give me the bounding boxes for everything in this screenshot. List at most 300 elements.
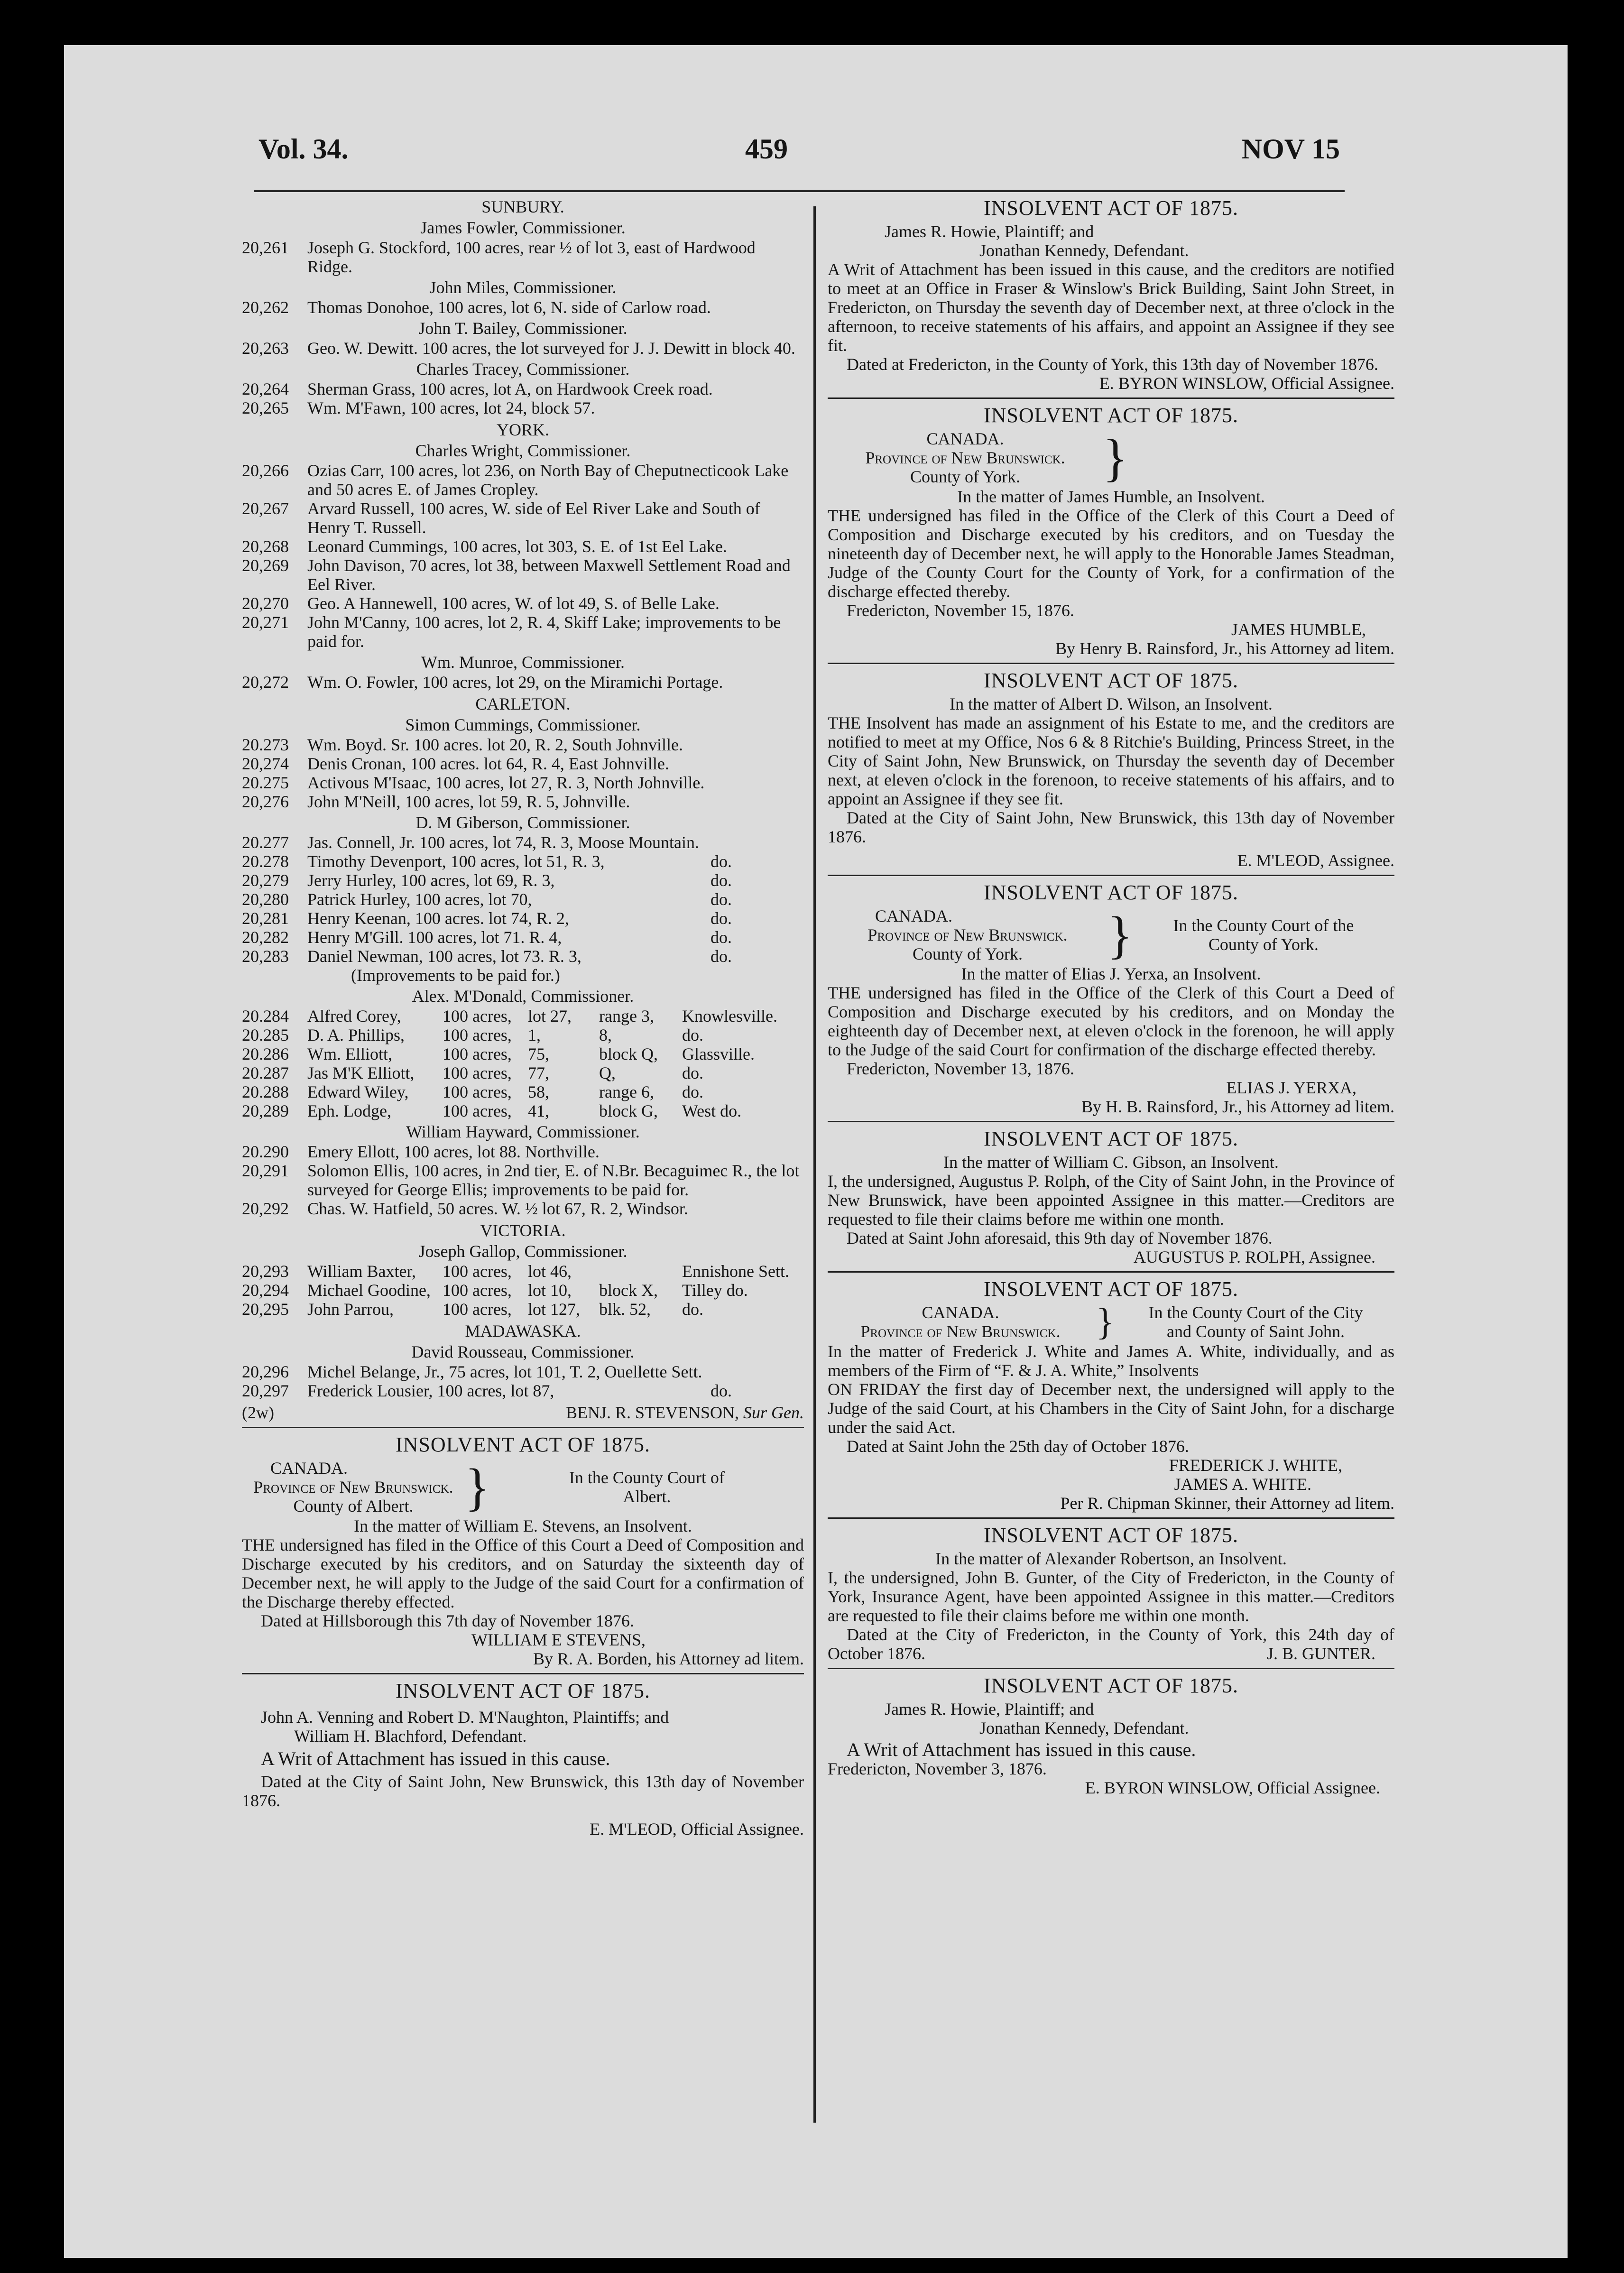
notice-stevens bbox=[242, 1433, 804, 1668]
entry-number: 20,265 bbox=[242, 398, 289, 417]
entry-range bbox=[599, 1262, 682, 1281]
entry-name: Edward Wiley, bbox=[307, 1082, 409, 1101]
left-column bbox=[242, 194, 804, 1839]
notice-signature: AUGUSTUS P. ROLPH, Assignee. bbox=[1133, 1247, 1375, 1266]
divider bbox=[828, 397, 1394, 399]
entry-place: Glassville. bbox=[682, 1044, 755, 1063]
volume-label: Vol. 34. bbox=[258, 133, 349, 165]
page-number: 459 bbox=[745, 133, 788, 165]
entry-acres: 100 acres, bbox=[443, 1300, 512, 1319]
divider bbox=[828, 1121, 1394, 1122]
land-entry bbox=[242, 792, 804, 811]
entry-text: Wm. M'Fawn, 100 acres, lot 24, block 57. bbox=[307, 398, 595, 417]
notice-venning bbox=[242, 1679, 804, 1839]
entry-number: 20,293 bbox=[242, 1262, 289, 1281]
entry-text bbox=[304, 1381, 804, 1400]
entry-text bbox=[304, 1281, 804, 1300]
notice-dated: Fredericton, November 13, 1876. bbox=[847, 1059, 1074, 1078]
land-entry bbox=[242, 1026, 804, 1044]
notice-robertson bbox=[828, 1524, 1394, 1663]
entry-text: Wm. Boyd. Sr. 100 acres. lot 20, R. 2, South Johnville. bbox=[307, 735, 683, 754]
right-column bbox=[828, 194, 1394, 1797]
entry-text bbox=[304, 1063, 804, 1082]
land-entry bbox=[242, 1101, 804, 1120]
entry-place: Ennishone Sett. bbox=[682, 1262, 789, 1281]
entry-number: 20,294 bbox=[242, 1281, 289, 1300]
newspaper-page bbox=[64, 45, 1568, 2258]
entry-acres: 100 acres, bbox=[443, 1007, 512, 1026]
signoff bbox=[242, 1403, 804, 1422]
land-entry bbox=[242, 890, 804, 909]
notice-dated: Dated at the City of Fredericton, in the County of York, this 24th day of October 1876. bbox=[828, 1625, 1394, 1663]
entry-place: do. bbox=[682, 1082, 703, 1101]
entry-number: 20,276 bbox=[242, 792, 289, 811]
entry-text: Ozias Carr, 100 acres, lot 236, on North Bay of Cheputnecticook Lake and 50 acres E. of James Cropley. bbox=[307, 461, 789, 499]
entry-text: Joseph G. Stockford, 100 acres, rear ½ of lot 3, east of Hardwood Ridge. bbox=[307, 238, 756, 276]
entry-acres: 100 acres, bbox=[443, 1262, 512, 1281]
land-entry bbox=[242, 461, 804, 499]
entry-text: Geo. W. Dewitt. 100 acres, the lot surveyed for J. J. Dewitt in block 40. bbox=[307, 339, 795, 358]
notice-body: THE undersigned has filed in the Office of the Clerk of this Court a Deed of Composition and Discharge executed by his creditors, and on Monday the eighteenth day of December next, at eleven o'clock in the forenoon, he will apply to the Judge of the said Court for confirmation of the discharge effected thereby. bbox=[828, 983, 1394, 1059]
commissioner-line: Charles Wright, Commissioner. bbox=[415, 441, 631, 460]
notice-plaintiff: James R. Howie, Plaintiff; and bbox=[885, 222, 1094, 241]
land-entry bbox=[242, 928, 804, 947]
commissioner-line: John T. Bailey, Commissioner. bbox=[418, 319, 627, 338]
land-entry bbox=[242, 298, 804, 317]
notice-yerxa bbox=[828, 881, 1394, 1116]
entry-desc: Henry M'Gill. 100 acres, lot 71. R. 4, bbox=[307, 928, 562, 947]
land-entry bbox=[242, 833, 804, 852]
entry-desc: Timothy Devenport, 100 acres, lot 51, R. 3, bbox=[307, 852, 605, 871]
entry-lot: lot 127, bbox=[528, 1300, 581, 1319]
entry-name: John Parrou, bbox=[307, 1300, 394, 1319]
notice-dated: Dated at the City of Saint John, New Brunswick, this 13th day of November 1876. bbox=[242, 1772, 804, 1810]
entry-number: 20,270 bbox=[242, 594, 289, 613]
brace: } bbox=[1103, 429, 1128, 487]
court-line-1: In the County Court of bbox=[569, 1468, 725, 1487]
entry-desc: Henry Keenan, 100 acres. lot 74, R. 2, bbox=[307, 909, 569, 928]
entry-number: 20.278 bbox=[242, 852, 289, 871]
notice-defendant: Jonathan Kennedy, Defendant. bbox=[979, 241, 1189, 260]
notice-name-2: JAMES A. WHITE. bbox=[1174, 1475, 1311, 1494]
notice-dated: Dated at Saint John the 25th day of October 1876. bbox=[847, 1437, 1189, 1456]
entry-text: John Davison, 70 acres, lot 38, between Maxwell Settlement Road and Eel River. bbox=[307, 556, 791, 594]
entry-name: Eph. Lodge, bbox=[307, 1101, 391, 1120]
land-entry bbox=[242, 339, 804, 358]
entry-number: 20,291 bbox=[242, 1161, 289, 1180]
notice-body: THE undersigned has filed in the Office of the Clerk of this Court a Deed of Composition and Discharge executed by his creditors, and on Tuesday the nineteenth day of December next, he will apply to the Honorable James Steadman, Judge of the County Court for the County of York, for a confirmation of the discharge effected thereby. bbox=[828, 506, 1394, 601]
entry-text bbox=[304, 1007, 804, 1026]
land-entry bbox=[242, 773, 804, 792]
land-entry bbox=[242, 398, 804, 417]
notice-matter: In the matter of Alexander Robertson, an Insolvent. bbox=[935, 1549, 1287, 1568]
land-entry bbox=[242, 379, 804, 398]
land-entry bbox=[242, 852, 804, 871]
entry-text bbox=[304, 890, 804, 909]
entry-place: do. bbox=[682, 1300, 703, 1319]
court-line-2: County of York. bbox=[1208, 935, 1319, 954]
land-entry bbox=[242, 1161, 804, 1199]
entry-number: 20,274 bbox=[242, 754, 289, 773]
notice-dated: Dated at Saint John aforesaid, this 9th day of November 1876. bbox=[847, 1229, 1273, 1247]
entry-ditto: do. bbox=[710, 947, 732, 966]
notice-howie-1 bbox=[828, 196, 1394, 393]
entry-name: Alfred Corey, bbox=[307, 1007, 401, 1026]
notice-name-1: FREDERICK J. WHITE, bbox=[1169, 1456, 1342, 1475]
notice-signature: J. B. GUNTER. bbox=[1266, 1644, 1375, 1663]
signoff-title: Sur Gen. bbox=[743, 1403, 804, 1422]
commissioner-line: Charles Tracey, Commissioner. bbox=[416, 360, 630, 379]
land-entry bbox=[242, 1142, 804, 1161]
entry-ditto: do. bbox=[710, 909, 732, 928]
land-entry bbox=[242, 238, 804, 276]
entry-text bbox=[304, 1300, 804, 1319]
canada-label: CANADA. bbox=[270, 1459, 348, 1478]
land-entry bbox=[242, 673, 804, 692]
notice-wilson bbox=[828, 669, 1394, 870]
land-entry bbox=[242, 1044, 804, 1063]
county-heading: SUNBURY. bbox=[481, 197, 564, 216]
commissioner-line: Alex. M'Donald, Commissioner. bbox=[412, 987, 634, 1006]
entry-desc: Frederick Lousier, 100 acres, lot 87, bbox=[307, 1381, 554, 1400]
entry-range: block Q, bbox=[599, 1044, 658, 1063]
entry-acres: 100 acres, bbox=[443, 1281, 512, 1300]
entry-text: Emery Ellott, 100 acres, lot 88. Northville. bbox=[307, 1142, 600, 1161]
entry-text: Solomon Ellis, 100 acres, in 2nd tier, E. of N.Br. Becaguimec R., the lot surveyed for George Ellis; improvements to be paid for. bbox=[307, 1161, 800, 1199]
entry-place: do. bbox=[682, 1026, 703, 1044]
entry-number: 20,296 bbox=[242, 1362, 289, 1381]
entry-name: Jas M'K Elliott, bbox=[307, 1063, 415, 1082]
notice-title: INSOLVENT ACT OF 1875. bbox=[983, 669, 1239, 692]
land-entry bbox=[242, 909, 804, 928]
commissioner-line: David Rousseau, Commissioner. bbox=[411, 1342, 635, 1361]
brace: } bbox=[465, 1458, 490, 1516]
entry-acres: 100 acres, bbox=[443, 1101, 512, 1120]
entry-number: 20,271 bbox=[242, 613, 289, 632]
entry-text: Activous M'Isaac, 100 acres, lot 27, R. 3, North Johnville. bbox=[307, 773, 705, 792]
entry-place: Tilley do. bbox=[682, 1281, 748, 1300]
entry-name: D. A. Phillips, bbox=[307, 1026, 405, 1044]
entry-number: 20,281 bbox=[242, 909, 289, 928]
entry-text: Denis Cronan, 100 acres. lot 64, R. 4, East Johnville. bbox=[307, 754, 669, 773]
notice-matter: In the matter of Elias J. Yerxa, an Insolvent. bbox=[961, 964, 1261, 983]
notice-attorney: By H. B. Rainsford, Jr., his Attorney ad litem. bbox=[1081, 1097, 1394, 1116]
notice-writ: A Writ of Attachment has issued in this cause. bbox=[847, 1739, 1196, 1760]
notice-howie-2 bbox=[828, 1674, 1394, 1797]
commissioner-line: Simon Cummings, Commissioner. bbox=[405, 715, 641, 734]
notice-body: ON FRIDAY the first day of December next, the undersigned will apply to the Judge of the said Court, at his Chambers in the City of Saint John, for a discharge under the said Act. bbox=[828, 1380, 1394, 1437]
notice-matter: In the matter of William C. Gibson, an Insolvent. bbox=[943, 1153, 1279, 1172]
notice-attorney: Per R. Chipman Skinner, their Attorney ad litem. bbox=[1060, 1494, 1394, 1513]
entry-text bbox=[304, 1101, 804, 1120]
notice-name: WILLIAM E STEVENS, bbox=[471, 1630, 646, 1649]
notice-signature: E. BYRON WINSLOW, Official Assignee. bbox=[1085, 1778, 1380, 1797]
divider bbox=[828, 875, 1394, 876]
notice-name: ELIAS J. YERXA, bbox=[1226, 1078, 1356, 1097]
notice-title: INSOLVENT ACT OF 1875. bbox=[983, 1674, 1239, 1697]
entry-acres: 100 acres, bbox=[443, 1082, 512, 1101]
court-heading bbox=[828, 1303, 1394, 1341]
land-entry bbox=[242, 1300, 804, 1319]
notice-dated: Fredericton, November 15, 1876. bbox=[847, 601, 1074, 620]
notice-defendant: Jonathan Kennedy, Defendant. bbox=[979, 1719, 1189, 1737]
page-header bbox=[258, 133, 1340, 176]
notice-body: A Writ of Attachment has been issued in this cause, and the creditors are notified to meet at an Office in Fraser & Winslow's Brick Building, Saint John Street, in Fredericton, on Thursday the seventh day of December next, at three o'clock in the afternoon, to receive statements of his affairs, and appoint an Assignee if they see fit. bbox=[828, 260, 1394, 355]
land-entry bbox=[242, 537, 804, 556]
notice-white bbox=[828, 1277, 1394, 1513]
entry-note: (Improvements to be paid for.) bbox=[351, 966, 560, 985]
entry-number: 20,272 bbox=[242, 673, 289, 692]
entry-lot: 77, bbox=[528, 1063, 549, 1082]
entry-lot: 75, bbox=[528, 1044, 549, 1063]
commissioner-line: James Fowler, Commissioner. bbox=[420, 218, 626, 237]
notice-title: INSOLVENT ACT OF 1875. bbox=[983, 1277, 1239, 1301]
entry-range: blk. 52, bbox=[599, 1300, 651, 1319]
commissioner-line: John Miles, Commissioner. bbox=[429, 278, 617, 297]
entry-place: Knowlesville. bbox=[682, 1007, 777, 1026]
entry-range: Q, bbox=[599, 1063, 616, 1082]
divider bbox=[828, 1271, 1394, 1273]
entry-number: 20,280 bbox=[242, 890, 289, 909]
notice-matter: In the matter of William E. Stevens, an Insolvent. bbox=[354, 1516, 692, 1535]
entry-number: 20,283 bbox=[242, 947, 289, 966]
notice-matter: In the matter of James Humble, an Insolvent. bbox=[957, 487, 1265, 506]
brace: } bbox=[1096, 1301, 1115, 1343]
county-label: County of York. bbox=[912, 944, 1023, 963]
entry-text: Jas. Connell, Jr. 100 acres, lot 74, R. 3, Moose Mountain. bbox=[307, 833, 699, 852]
county-heading: CARLETON. bbox=[475, 694, 571, 713]
court-line-2: and County of Saint John. bbox=[1167, 1322, 1345, 1341]
court-line-1: In the County Court of the City bbox=[1148, 1303, 1363, 1322]
notice-body: THE undersigned has filed in the Office of this Court a Deed of Composition and Discharge executed by his creditors, and on Saturday the sixteenth day of December next, he will apply to the Judge of the said Court for a confirmation of the Discharge thereby effected. bbox=[242, 1535, 804, 1611]
entry-name: Wm. Elliott, bbox=[307, 1044, 392, 1063]
notice-title: INSOLVENT ACT OF 1875. bbox=[983, 196, 1239, 220]
court-line-2: Albert. bbox=[623, 1487, 671, 1506]
entry-number: 20.290 bbox=[242, 1142, 289, 1161]
entry-text: Thomas Donohoe, 100 acres, lot 6, N. side of Carlow road. bbox=[307, 298, 711, 317]
entry-lot: 1, bbox=[528, 1026, 541, 1044]
notice-matter: In the matter of Albert D. Wilson, an Insolvent. bbox=[950, 694, 1273, 713]
land-entry bbox=[242, 1082, 804, 1101]
entry-ditto: do. bbox=[710, 871, 732, 890]
notice-attorney: By R. A. Borden, his Attorney ad litem. bbox=[533, 1649, 804, 1668]
notice-dated: Dated at Hillsborough this 7th day of November 1876. bbox=[261, 1611, 634, 1630]
land-entry bbox=[242, 1199, 804, 1218]
entry-number: 20.277 bbox=[242, 833, 289, 852]
entry-number: 20,282 bbox=[242, 928, 289, 947]
commissioner-line: Wm. Munroe, Commissioner. bbox=[421, 653, 625, 672]
entry-text bbox=[304, 928, 804, 947]
notice-matter: In the matter of Frederick J. White and James A. White, individually, and as members of the Firm of “F. & J. A. White,” Insolvents bbox=[828, 1342, 1394, 1380]
entry-desc: Jerry Hurley, 100 acres, lot 69, R. 3, bbox=[307, 871, 555, 890]
county-heading: VICTORIA. bbox=[480, 1221, 566, 1240]
notice-humble bbox=[828, 404, 1394, 658]
header-rule bbox=[254, 190, 1345, 192]
entry-range: 8, bbox=[599, 1026, 612, 1044]
notice-dated: Fredericton, November 3, 1876. bbox=[828, 1759, 1047, 1778]
entry-text: John M'Canny, 100 acres, lot 2, R. 4, Skiff Lake; improvements to be paid for. bbox=[307, 613, 781, 651]
entry-number: 20,297 bbox=[242, 1381, 289, 1400]
divider bbox=[828, 663, 1394, 664]
notice-dated: Dated at Fredericton, in the County of York, this 13th day of November 1876. bbox=[847, 355, 1378, 374]
entry-acres: 100 acres, bbox=[443, 1026, 512, 1044]
entry-text bbox=[304, 1044, 804, 1063]
entry-ditto: do. bbox=[710, 852, 732, 871]
land-entry bbox=[242, 871, 804, 890]
entry-text: Michel Belange, Jr., 75 acres, lot 101, T. 2, Ouellette Sett. bbox=[307, 1362, 702, 1381]
brace: } bbox=[1107, 906, 1133, 964]
land-entry bbox=[242, 1381, 804, 1400]
entry-lot: lot 46, bbox=[528, 1262, 572, 1281]
notice-title: INSOLVENT ACT OF 1875. bbox=[395, 1433, 651, 1456]
entry-ditto: do. bbox=[710, 1381, 732, 1400]
entry-name: William Baxter, bbox=[307, 1262, 416, 1281]
court-heading bbox=[242, 1459, 804, 1515]
notice-defendant: William H. Blachford, Defendant. bbox=[294, 1727, 527, 1746]
entry-text: Geo. A Hannewell, 100 acres, W. of lot 49, S. of Belle Lake. bbox=[307, 594, 720, 613]
entry-text: John M'Neill, 100 acres, lot 59, R. 5, Johnville. bbox=[307, 792, 630, 811]
entry-number: 20.285 bbox=[242, 1026, 289, 1044]
entry-text: Arvard Russell, 100 acres, W. side of Eel River Lake and South of Henry T. Russell. bbox=[307, 499, 760, 537]
court-line-1: In the County Court of the bbox=[1173, 916, 1354, 935]
notice-title: INSOLVENT ACT OF 1875. bbox=[395, 1679, 651, 1702]
entry-lot: lot 10, bbox=[528, 1281, 572, 1300]
entry-number: 20,264 bbox=[242, 379, 289, 398]
entry-text bbox=[304, 852, 804, 871]
entry-place: do. bbox=[682, 1063, 703, 1082]
county-label: County of Albert. bbox=[293, 1497, 414, 1515]
land-entry bbox=[242, 1262, 804, 1281]
land-entry bbox=[242, 947, 804, 966]
entry-acres: 100 acres, bbox=[443, 1044, 512, 1063]
entry-place: West do. bbox=[682, 1101, 742, 1120]
entry-text: Sherman Grass, 100 acres, lot A, on Hardwook Creek road. bbox=[307, 379, 713, 398]
divider bbox=[242, 1427, 804, 1428]
divider bbox=[828, 1517, 1394, 1519]
entry-name: Michael Goodine, bbox=[307, 1281, 431, 1300]
entry-number: 20.286 bbox=[242, 1044, 289, 1063]
commissioner-line: D. M Giberson, Commissioner. bbox=[415, 813, 630, 832]
column-divider bbox=[813, 206, 816, 2123]
notice-name: JAMES HUMBLE, bbox=[1231, 620, 1366, 639]
land-grant-list bbox=[242, 197, 804, 1400]
issue-date: NOV 15 bbox=[1241, 133, 1340, 165]
entry-text: Wm. O. Fowler, 100 acres, lot 29, on the Miramichi Portage. bbox=[307, 673, 723, 692]
canada-label: CANADA. bbox=[926, 429, 1004, 448]
entry-number: 20,262 bbox=[242, 298, 289, 317]
entry-number: 20,267 bbox=[242, 499, 289, 518]
notice-dated: Dated at the City of Saint John, New Brunswick, this 13th day of November 1876. bbox=[828, 808, 1394, 846]
land-entry bbox=[242, 754, 804, 773]
notice-body: I, the undersigned, John B. Gunter, of the City of Fredericton, in the County of York, Insurance Agent, have been appointed Assignee in this matter.—Creditors are requested to file their claims before me within one month. bbox=[828, 1568, 1394, 1625]
entry-number: 20.288 bbox=[242, 1082, 289, 1101]
entry-number: 20.275 bbox=[242, 773, 289, 792]
notice-gibson bbox=[828, 1127, 1394, 1266]
entry-text bbox=[304, 1026, 804, 1044]
land-entry bbox=[242, 1281, 804, 1300]
land-entry bbox=[242, 1362, 804, 1381]
entry-range: block G, bbox=[599, 1101, 658, 1120]
province-label: Province of New Brunswick. bbox=[253, 1478, 453, 1497]
signoff-code: (2w) bbox=[242, 1403, 274, 1422]
entry-range: block X, bbox=[599, 1281, 658, 1300]
entry-number: 20.287 bbox=[242, 1063, 289, 1082]
court-heading bbox=[828, 429, 1394, 486]
land-entry bbox=[242, 556, 804, 594]
land-entry bbox=[242, 1063, 804, 1082]
county-heading: YORK. bbox=[496, 420, 549, 439]
court-heading bbox=[828, 906, 1394, 963]
entry-number: 20,289 bbox=[242, 1101, 289, 1120]
entry-number: 20.273 bbox=[242, 735, 289, 754]
entry-number: 20,266 bbox=[242, 461, 289, 480]
land-entry bbox=[242, 735, 804, 754]
entry-text: Chas. W. Hatfield, 50 acres. W. ½ lot 67, R. 2, Windsor. bbox=[307, 1199, 688, 1218]
notice-title: INSOLVENT ACT OF 1875. bbox=[983, 404, 1239, 427]
canada-label: CANADA. bbox=[875, 906, 953, 925]
land-entry bbox=[242, 1007, 804, 1026]
county-heading: MADAWASKA. bbox=[465, 1321, 581, 1340]
entry-range: range 6, bbox=[599, 1082, 654, 1101]
divider bbox=[828, 1668, 1394, 1669]
entry-number: 20,263 bbox=[242, 339, 289, 358]
notice-title: INSOLVENT ACT OF 1875. bbox=[983, 881, 1239, 904]
entry-number: 20.284 bbox=[242, 1007, 289, 1026]
entry-number: 20,261 bbox=[242, 238, 289, 257]
commissioner-line: William Hayward, Commissioner. bbox=[406, 1122, 640, 1141]
notice-body: I, the undersigned, Augustus P. Rolph, of the City of Saint John, in the Province of New Brunswick, have been appointed Assignee in this matter.—Creditors are requested to file their claims before me within one month. bbox=[828, 1172, 1394, 1229]
county-label: County of York. bbox=[910, 467, 1021, 486]
land-entry bbox=[242, 594, 804, 613]
entry-text bbox=[304, 1082, 804, 1101]
entry-number: 20,279 bbox=[242, 871, 289, 890]
province-label: Province of New Brunswick. bbox=[867, 925, 1068, 944]
entry-lot: lot 27, bbox=[528, 1007, 572, 1026]
entry-number: 20,268 bbox=[242, 537, 289, 556]
notice-writ: A Writ of Attachment has issued in this cause. bbox=[261, 1748, 610, 1769]
entry-ditto: do. bbox=[710, 890, 732, 909]
commissioner-line: Joseph Gallop, Commissioner. bbox=[418, 1242, 627, 1261]
entry-text bbox=[304, 909, 804, 928]
canada-label: CANADA. bbox=[922, 1303, 999, 1322]
entry-number: 20,292 bbox=[242, 1199, 289, 1218]
notice-signature: E. M'LEOD, Official Assignee. bbox=[590, 1820, 804, 1839]
notice-title: INSOLVENT ACT OF 1875. bbox=[983, 1524, 1239, 1547]
province-label: Province of New Brunswick. bbox=[865, 448, 1065, 467]
entry-acres: 100 acres, bbox=[443, 1063, 512, 1082]
notice-title: INSOLVENT ACT OF 1875. bbox=[983, 1127, 1239, 1150]
entry-number: 20,269 bbox=[242, 556, 289, 575]
entry-text: Leonard Cummings, 100 acres, lot 303, S. E. of 1st Eel Lake. bbox=[307, 537, 727, 556]
entry-text bbox=[304, 1262, 804, 1281]
entry-ditto: do. bbox=[710, 928, 732, 947]
notice-attorney: By Henry B. Rainsford, Jr., his Attorney ad litem. bbox=[1055, 639, 1394, 658]
entry-number: 20,295 bbox=[242, 1300, 289, 1319]
notice-body: THE Insolvent has made an assignment of his Estate to me, and the creditors are notified to meet at my Office, Nos 6 & 8 Ritchie's Building, Princess Street, in the City of Saint John, New Brunswick, on Thursday the seventh day of December next, at eleven o'clock in the forenoon, to receive statements of his affairs, and to appoint an Assignee if they see fit. bbox=[828, 713, 1394, 808]
land-entry bbox=[242, 499, 804, 537]
notice-signature: E. BYRON WINSLOW, Official Assignee. bbox=[1099, 374, 1394, 393]
notice-parties: John A. Venning and Robert D. M'Naughton, Plaintiffs; and bbox=[261, 1708, 669, 1727]
entry-text bbox=[304, 947, 804, 966]
entry-lot: 58, bbox=[528, 1082, 549, 1101]
land-entry bbox=[242, 613, 804, 651]
entry-range: range 3, bbox=[599, 1007, 654, 1026]
province-label: Province of New Brunswick. bbox=[860, 1322, 1061, 1341]
entry-text bbox=[304, 871, 804, 890]
notice-plaintiff: James R. Howie, Plaintiff; and bbox=[885, 1700, 1094, 1719]
signoff-name: BENJ. R. STEVENSON, bbox=[565, 1403, 739, 1422]
entry-lot: 41, bbox=[528, 1101, 549, 1120]
